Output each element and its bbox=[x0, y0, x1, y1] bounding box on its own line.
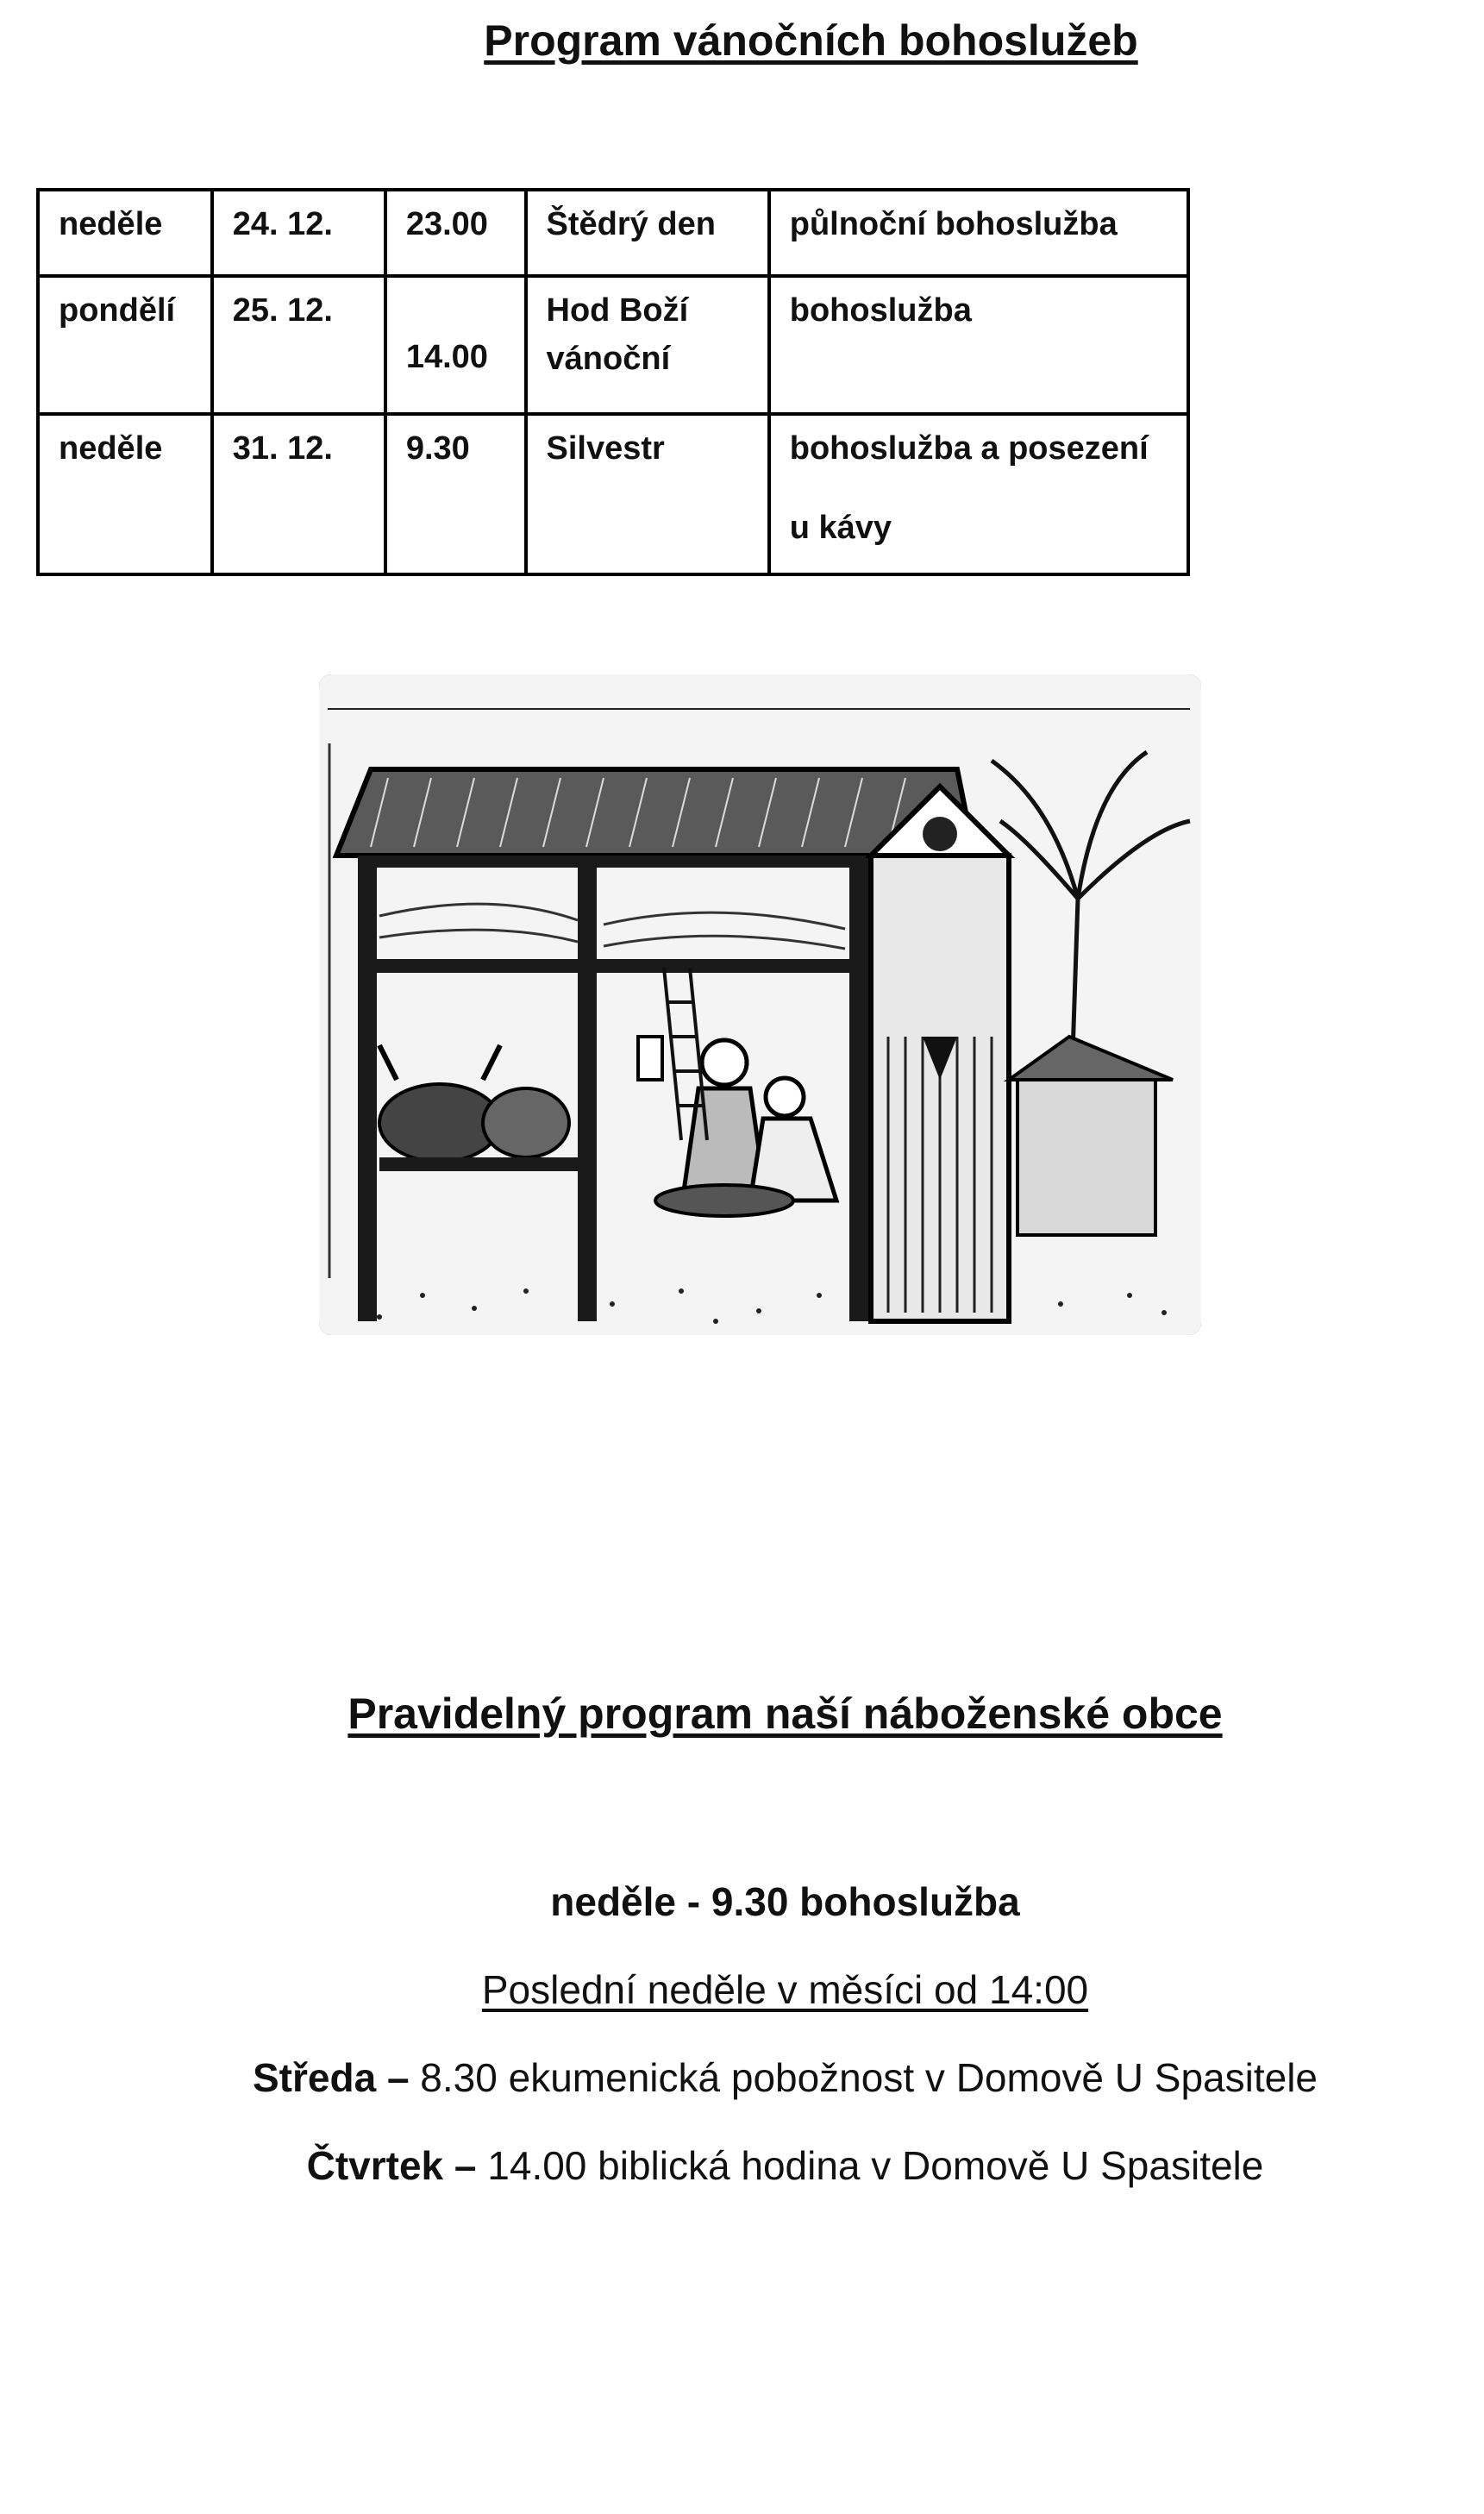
service-line: u kávy bbox=[789, 510, 892, 546]
cell-occasion bbox=[526, 276, 769, 414]
cell-occasion: Silvestr bbox=[526, 414, 769, 574]
table-row bbox=[38, 190, 1188, 276]
wednesday-text: 8.30 ekumenická pobožnost v Domově U Spasitele bbox=[409, 2055, 1318, 2100]
christmas-schedule-table bbox=[36, 188, 1190, 576]
cell-time: 9.30 bbox=[385, 414, 526, 574]
thursday-text: 14.00 biblická hodina v Domově U Spasitele bbox=[476, 2143, 1264, 2188]
wednesday-line bbox=[43, 2054, 1484, 2101]
nativity-illustration bbox=[319, 674, 1201, 1335]
cell-day: neděle bbox=[38, 190, 212, 276]
cell-service: bohoslužba bbox=[769, 276, 1188, 414]
cell-day: pondělí bbox=[38, 276, 212, 414]
wednesday-label: Středa – bbox=[253, 2055, 410, 2100]
service-line: bohoslužba a posezení bbox=[789, 430, 1149, 467]
cell-date: 24. 12. bbox=[212, 190, 385, 276]
thursday-line bbox=[43, 2142, 1484, 2189]
nativity-stable-drawing bbox=[319, 674, 1201, 1335]
time-text: 14.00 bbox=[405, 339, 488, 375]
cell-occasion: Štědrý den bbox=[526, 190, 769, 276]
table-row bbox=[38, 276, 1188, 414]
cell-service: půlnoční bohoslužba bbox=[769, 190, 1188, 276]
page-title: Program vánočních bohoslužeb bbox=[484, 16, 1138, 65]
occasion-line: vánoční bbox=[546, 341, 671, 377]
cell-service bbox=[769, 414, 1188, 574]
cell-date: 31. 12. bbox=[212, 414, 385, 574]
table-row bbox=[38, 414, 1188, 574]
cell-day: neděle bbox=[38, 414, 212, 574]
sunday-service-line: neděle - 9.30 bohoslužba bbox=[550, 1879, 1020, 1924]
cell-time: 23.00 bbox=[385, 190, 526, 276]
cell-date: 25. 12. bbox=[212, 276, 385, 414]
regular-program-heading: Pravidelný program naší náboženské obce bbox=[348, 1690, 1223, 1738]
occasion-line: Hod Boží bbox=[546, 292, 689, 329]
thursday-label: Čtvrtek – bbox=[306, 2143, 477, 2188]
cell-time bbox=[385, 276, 526, 414]
last-sunday-line: Poslední neděle v měsíci od 14:00 bbox=[481, 1967, 1089, 2012]
